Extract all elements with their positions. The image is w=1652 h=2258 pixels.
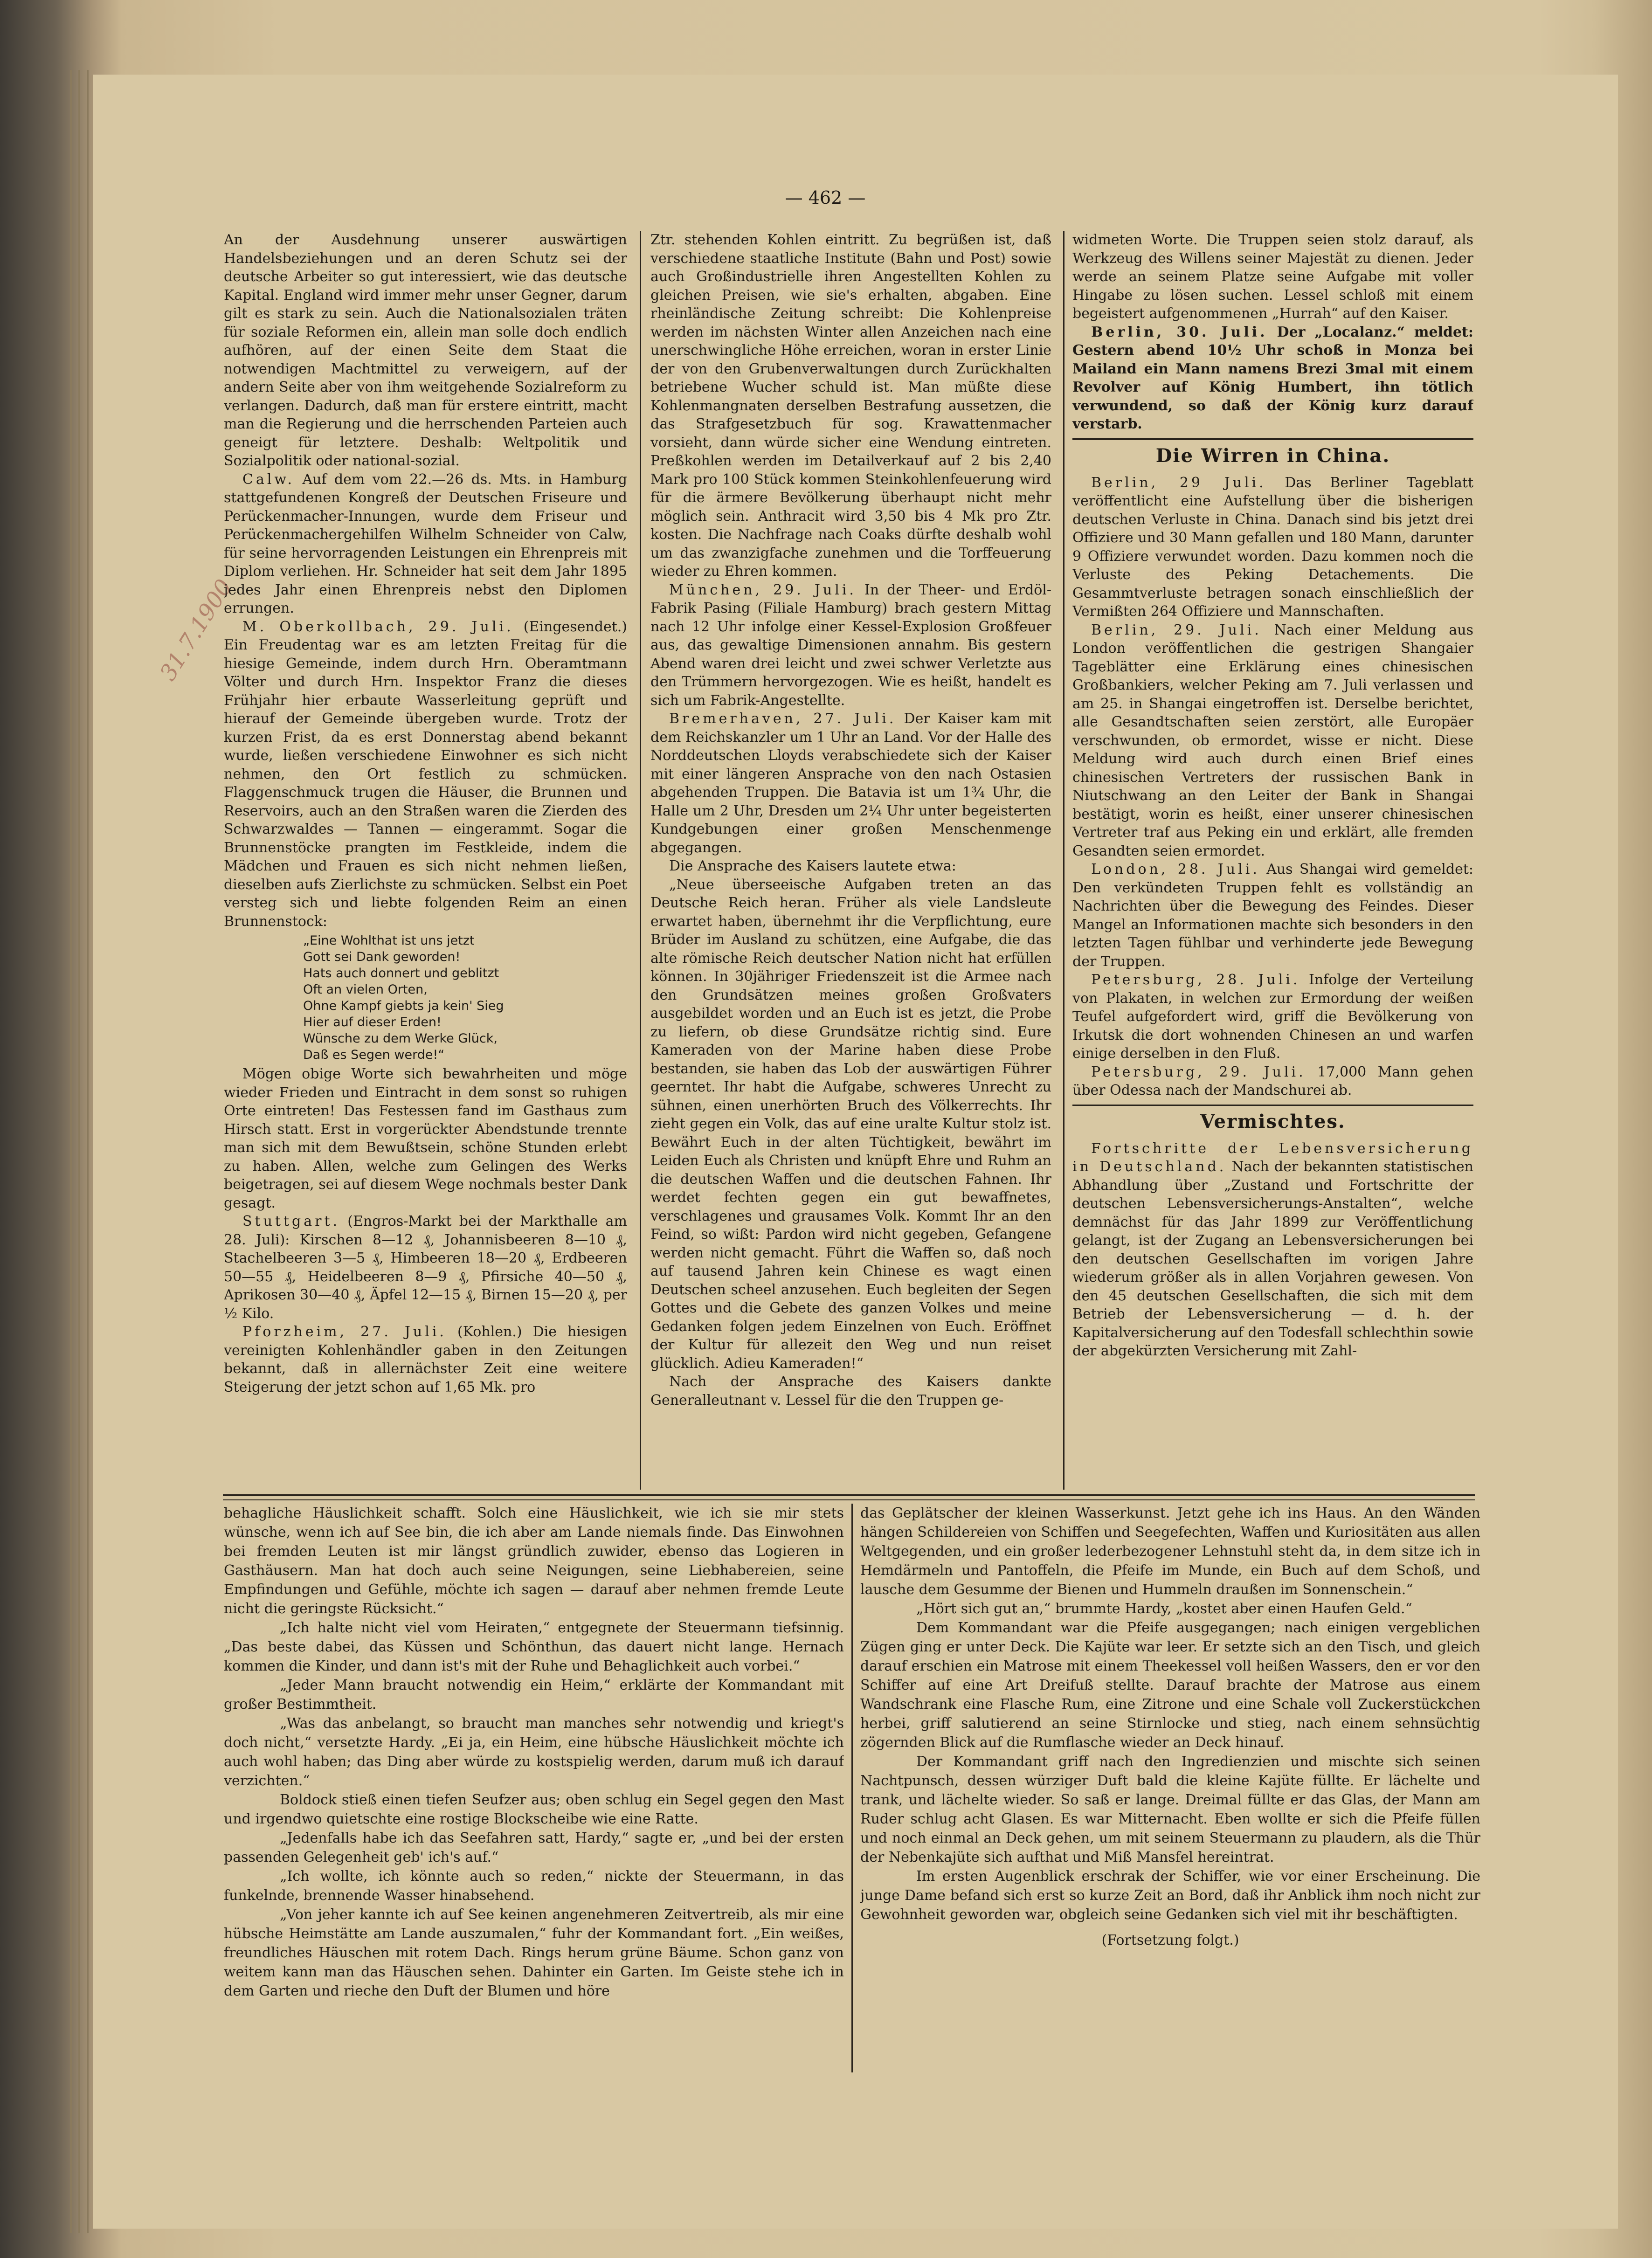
paragraph: das Geplätscher der kleinen Wasserkunst. Jetzt gehe ich ins Haus. An den Wänden hängen Schildereien von Schiffen und Seegefechten, Waffen und Kuriositäten aus allen Weltgegenden, und ein großer lederbezogener Lehnstuhl steht da, in dem sitze ich in Hemdärmeln und Pantoffeln, die Pfeife im Munde, ein Buch auf dem Schoß, und lausche dem Gesumme der Bienen und Hummeln draußen im Sonnenschein.“ [860,1505,1480,1598]
paragraph: behagliche Häuslichkeit schafft. Solch eine Häuslichkeit, wie ich sie mir stets wünsche, wenn ich auf See bin, die ich aber am Lande niemals finde. Das Einwohnen bei fremden Leuten ist mir längst gründlich zuwider, ebenso das Logieren in Gasthäusern. Man hat doch auch seine Neigungen, seine Liebhabereien, seine Empfindungen und Gefühle, möchte ich sagen — darauf aber nehmen fremde Leute nicht die geringste Rücksicht.“ [224,1505,844,1617]
paragraph: „Ich wollte, ich könnte auch so reden,“ nickte der Steuermann, in das funkelnde, brennende Wasser hinabsehend. [224,1868,844,1904]
dateline: London, 28. Juli. [1091,861,1260,877]
paragraph: London, 28. Juli. Aus Shangai wird gemeldet: Den verkündeten Truppen fehlt es vollständig an Nachrichten über die Bewegung des Feindes. Dieser Mangel an Informationen machte sich besonders in den letzten Tagen fühlbar und verhinderte jede Bewegung der Truppen. [1072,861,1473,970]
paragraph: „Neue überseeische Aufgaben treten an das Deutsche Reich heran. Früher als viele Landsleute erwartet haben, übernehmt ihr die Verpflichtung, eure Brüder im Ausland zu schützen, eine Aufgabe, die das alte römische Reich deutscher Nation nicht hat erfüllen können. In 30jähriger Friedenszeit ist die Armee nach den Grundsätzen meines großen Großvaters ausgebildet worden und an Euch ist es jetzt, die Probe zu liefern, ob diese Grundsätze richtig sind. Eure Kameraden von der Marine haben diese Probe bestanden, sie haben das Lob der auswärtigen Führer geerntet. Ihr habt die Aufgabe, schweres Unrecht zu sühnen, einen unerhörten Bruch des Völkerrechts. Ihr zieht gegen ein Volk, das auf eine uralte Kultur stolz ist. Bewährt Euch in der alten Tüchtigkeit, bewährt im Leiden Euch als Christen und knüpft Ehre und Ruhm an die deutschen Waffen und die deutschen Fahnen. Ihr werdet fechten gegen ein gut bewaffnetes, verschlagenes und grausames Volk. Kommt Ihr an den Feind, so wißt: Pardon wird nicht gegeben, Gefangene werden nicht gemacht. Führt die Waffen so, daß noch auf tausend Jahren kein Chinese es wagt einen Deutschen scheel anzusehen. Euch begleiten der Segen Gottes und die Gebete des ganzen Volkes und meine Gedanken folgen jedem Einzelnen von Euch. Eröffnet der Kultur für allezeit den Weg und nun reiset glücklich. Adieu Kameraden!“ [650,876,1051,1372]
page-edge [87,70,89,2233]
feuilleton-rule [223,1499,1475,1500]
paragraph: „Von jeher kannte ich auf See keinen angenehmeren Zeitvertreib, als mir eine hübsche Heimstätte am Lande auszumalen,“ fuhr der Kommandant fort. „Ein weißes, freundliches Häuschen mit rotem Dach. Rings herum grüne Bäume. Schon ganz von weitem kann man das Häuschen sehen. Dahinter ein Garten. Im Geiste stehe ich in dem Garten und rieche den Duft der Blumen und höre [224,1906,844,1999]
paragraph: Bremerhaven, 27. Juli. Der Kaiser kam mit dem Reichskanzler um 1 Uhr an Land. Vor der Halle des Norddeutschen Lloyds verabschiedete sich der Kaiser mit einer längeren Ansprache von den nach Ostasien abgehenden Truppen. Die Batavia ist um 1¾ Uhr, die Halle um 2 Uhr, Dresden um 2¼ Uhr unter begeisterten Kundgebungen einer großen Menschenmenge abgegangen. [650,711,1051,856]
column-3 [1072,231,1473,1490]
dateline: Pforzheim, 27. Juli. [242,1324,447,1340]
column-rule [640,231,641,1490]
page-edge [78,70,80,2233]
paragraph: widmeten Worte. Die Truppen seien stolz darauf, als Werkzeug des Willens seiner Majestät zu dienen. Jeder werde an seinem Platze seine Aufgabe mit voller Hingabe zu lösen suchen. Lessel schloß mit einem begeistert aufgenommenen „Hurrah“ auf den Kaiser. [1072,232,1473,322]
dateline: Stuttgart. [242,1213,340,1229]
paragraph: An der Ausdehnung unserer auswärtigen Handelsbeziehungen und an deren Schutz sei der deutsche Arbeiter so gut interessiert, wie das deutsche Kapital. England wird immer mehr unser Gegner, darum gilt es stark zu sein. Auch die Nationalsozialen träten für soziale Reformen ein, allein man solle doch endlich aufhören, auf der einen Seite dem Staat die notwendigen Machtmittel zu verweigern, auf der andern Seite aber von ihm weitgehende Sozialreform zu verlangen. Dadurch, daß man für erstere eintritt, macht man die Regierung und die herrschenden Parteien auch geneigt für letztere. Deshalb: Weltpolitik und Sozialpolitik oder national-sozial. [224,232,627,469]
paragraph: „Hört sich gut an,“ brummte Hardy, „kostet aber einen Haufen Geld.“ [916,1601,1412,1617]
paragraph: Stuttgart. (Engros-Markt bei der Markthalle am 28. Juli): Kirschen 8—12 ₰, Johannisbeeren 8—10 ₰, Stachelbeeren 3—5 ₰, Himbeeren 18—20 ₰, Erdbeeren 50—55 ₰, Heidelbeeren 8—9 ₰, Pfirsiche 40—50 ₰, Aprikosen 30—40 ₰, Äpfel 12—15 ₰, Birnen 15—20 ₰, per ½ Kilo. [224,1213,627,1322]
continuation-note: (Fortsetzung folgt.) [1101,1932,1239,1948]
paragraph: Der Kommandant griff nach den Ingredienzien und mischte sich seinen Nachtpunsch, dessen würziger Duft bald die kleine Kajüte füllte. Er lächelte und trank, und lächelte wieder. So saß er lange. Dreimal füllte er das Glas, der Mann am Ruder schlug acht Glasen. Es war Mitternacht. Eben wollte er sich die Pfeife füllen und noch einmal an Deck gehen, um mit seinem Steuermann zu plaudern, als die Thür der Nebenkajüte sich aufthat und Miß Mansfel hereintrat. [860,1754,1480,1865]
paragraph: Fortschritte der Lebensversicherung in Deutschland. Nach der bekannten statistischen Abhandlung über „Zustand und Fortschritte der deutschen Lebensversicherungs-Anstalten“, welche demnächst für das Jahr 1899 zur Veröffentlichung gelangt, ist der Zugang an Lebensversicherungen bei den deutschen Gesellschaften im vorigen Jahre wiederum größer als in allen Vorjahren gewesen. Von den 45 deutschen Gesellschaften, die sich mit dem Betrieb der Lebensversicherung — d. h. der Kapitalversicherung auf den Todesfall schlechthin sowie der abgekürzten Versicherung mit Zahl- [1072,1140,1473,1359]
page-number: — 462 — [785,187,866,208]
feuilleton-column-right [860,1504,1480,2110]
paragraph: Pforzheim, 27. Juli. (Kohlen.) Die hiesigen vereinigten Kohlenhändler gaben in den Zeitungen bekannt, daß in allernächster Zeit eine weitere Steigerung der jetzt schon auf 1,65 Mk. pro [224,1324,627,1395]
column-rule [1063,231,1064,1490]
column-1 [224,231,627,1490]
paragraph: Nach der Ansprache des Kaisers dankte Generalleutnant v. Lessel für die den Truppen ge- [650,1374,1051,1409]
paragraph: Boldock stieß einen tiefen Seufzer aus; oben schlug ein Segel gegen den Mast und irgendwo quietschte eine rostige Blockscheibe wie eine Ratte. [224,1792,844,1827]
paragraph: „Jeder Mann braucht notwendig ein Heim,“ erklärte der Kommandant mit großer Bestimmtheit. [224,1677,844,1712]
handwritten-date-note: 31.7.1900 [155,574,237,685]
paragraph: M. Oberkollbach, 29. Juli. (Eingesendet.) Ein Freudentag war es am letzten Freitag für die hiesige Gemeinde, indem durch Hrn. Oberamtmann Völter und durch Hrn. Inspektor Franz die dieses Frühjahr hier erbaute Wasserleitung geprüft und hierauf der Gemeinde übergeben wurde. Trotz der kurzen Frist, da es erst Donnerstag abend bekannt wurde, ließen verschiedene Einwohner es sich nicht nehmen, den Ort festlich zu schmücken. Flaggenschmuck trugen die Häuser, die Brunnen und Reservoirs, auch an den Straßen waren die Zierden des Schwarzwaldes — Tannen — eingerammt. Sogar die Brunnenstöcke prangten im Festkleide, indem die Mädchen und Frauen es sich nicht nehmen ließen, dieselben aufs Zierlichste zu schmücken. Selbst ein Poet versteg sich und liebte folgenden Reim an einen Brunnenstock: [224,618,627,930]
paragraph-title: Fortschritte der Lebensversicherung in Deutschland. [1072,1140,1473,1175]
paragraph: Berlin, 30. Juli. Der „Localanz.“ meldet: Gestern abend 10½ Uhr schoß in Monza bei Mailand ein Mann namens Brezi 3mal mit einem Revolver auf König Humbert, ihn tötlich verwundend, so daß der König kurz darauf verstarb. [1072,324,1473,432]
paragraph: Mögen obige Worte sich bewahrheiten und möge wieder Frieden und Eintracht in dem sonst so ruhigen Orte eintreten! Das Festessen fand im Gasthaus zum Hirsch statt. Erst in vorgerückter Abendstunde trennte man sich mit dem Bewußtsein, schöne Stunden erlebt zu haben. Allen, welche zum Gelingen des Werks beigetragen, sei auf diesem Wege nochmals bester Dank gesagt. [224,1066,627,1211]
dateline: Bremerhaven, 27. Juli. [669,711,897,727]
dateline: Petersburg, 28. Juli. [1091,972,1300,988]
paragraph: „Was das anbelangt, so braucht man manches sehr notwendig und kriegt's doch nicht,“ versetzte Hardy. „Ei ja, ein Heim, eine hübsche Häuslichkeit möchte ich auch wohl haben; das Ding aber würde zu kostspielig werden, darum muß ich darauf verzichten.“ [224,1715,844,1789]
column-rule [851,1504,853,2072]
paragraph: Berlin, 29 Juli. Das Berliner Tageblatt veröffentlicht eine Aufstellung über die bisherigen deutschen Verluste in China. Danach sind bis jetzt drei Offiziere und 30 Mann gefallen und 180 Mann, darunter 9 Offiziere verwundet worden. Dazu kommen noch die Verluste des Peking Detachements. Die Gesammtverluste betragen sonach einschließlich der Vermißten 264 Offiziere und Mannschaften. [1072,474,1473,620]
dateline: Calw. [242,471,295,488]
section-heading: Die Wirren in China. [1072,438,1473,469]
paragraph: Ztr. stehenden Kohlen eintritt. Zu begrüßen ist, daß verschiedene staatliche Institute (Bahn und Post) sowie auch Großindustrielle ihren Angestellten Kohlen zu gleichen Preisen, wie sie's erhalten, abgaben. Eine rheinländische Zeitung schreibt: Die Kohlenpreise werden im nächsten Winter allen Anzeichen nach eine unerschwingliche Höhe erreichen, woran in erster Linie der von den Grubenverwaltungen durch Zurückhalten betriebene Wucher schuld ist. Man müßte diese Kohlenmangnaten derselben Bestrafung aussetzen, die das Strafgesetzbuch für sog. Krawattenmacher vorsieht, dann würde sicher eine Wendung eintreten. Preßkohlen werden im Detailverkauf auf 2 bis 2,40 Mark pro 100 Stück kommen Steinkohlenfeuerung wird für die ärmere Bevölkerung überhaupt nicht mehr möglich sein. Anthracit wird 3,50 bis 4 Mk pro Ztr. kosten. Die Nachfrage nach Coaks dürfte deshalb wohl um das zwanzigfache zunehmen und die Torffeuerung wieder zu Ehren kommen. [650,232,1051,580]
page-edge [70,70,72,2233]
paragraph: Berlin, 29. Juli. Nach einer Meldung aus London veröffentlichen die gestrigen Shangaier Tageblätter eine Erklärung eines chinesischen Großbankiers, welcher Peking am 7. Juli verlassen und am 25. in Shangai eingetroffen ist. Derselbe berichtet, alle Gesandtschaften seien zerstört, alle Europäer verschwunden, ob ermordet, wisse er nicht. Diese Meldung wird auch durch einen Brief eines chinesischen Vertreters der russischen Bank in Niutschwang an den Leiter der Bank in Shangai bestätigt, worin es heißt, einer unserer chinesischen Vertreter traf aus Peking ein und erklärt, alle fremden Gesandten seien ermordet. [1072,621,1473,859]
section-heading: Vermischtes. [1072,1105,1473,1135]
dateline: M. Oberkollbach, 29. Juli. [242,618,514,635]
paragraph: „Ich halte nicht viel vom Heiraten,“ entgegnete der Steuermann tiefsinnig. „Das beste dabei, das Küssen und Schönthun, das dauert nicht lange. Hernach kommen die Kinder, und dann ist's mit der Ruhe und Behaglichkeit auch vorbei.“ [224,1620,844,1674]
paragraph: Im ersten Augenblick erschrak der Schiffer, wie vor einer Erscheinung. Die junge Dame befand sich erst so kurze Zeit an Bord, daß ihr Anblick ihm noch nicht zur Gewohnheit geworden war, obgleich seine Gedanken sich viel mit ihr beschäftigten. [860,1868,1480,1923]
feuilleton-column-left [224,1504,844,2110]
paragraph: Petersburg, 29. Juli. 17,000 Mann gehen über Odessa nach der Mandschurei ab. [1072,1063,1473,1098]
dateline: Berlin, 30. Juli. [1091,324,1268,340]
paragraph: „Jedenfalls habe ich das Seefahren satt, Hardy,“ sagte er, „und bei der ersten passenden Gelegenheit geb' ich's auf.“ [224,1830,844,1865]
poem: „Eine Wohlthat ist uns jetzt Gott sei Dank geworden! Hats auch donnert und geblitzt Oft an vielen Orten, Ohne Kampf giebts ja kein' Sieg Hier auf dieser Erden! Wünsche zu dem Werke Glück, Daß es Segen werde!“ [303,933,504,1062]
feuilleton-rule [223,1494,1475,1496]
dateline: Petersburg, 29. Juli. [1091,1063,1306,1080]
paragraph: Petersburg, 28. Juli. Infolge der Verteilung von Plakaten, in welchen zur Ermordung der weißen Teufel aufgefordert wird, griff die Bevölkerung von Irkutsk die dort wohnenden Chinesen an und warfen einige derselben in den Fluß. [1072,972,1473,1062]
dateline: Berlin, 29. Juli. [1091,621,1262,638]
column-2 [650,231,1051,1490]
dateline: München, 29. Juli. [669,581,857,598]
paragraph: Calw. Auf dem vom 22.—26 ds. Mts. in Hamburg stattgefundenen Kongreß der Deutschen Friseure und Perückenmacher-Innungen, wurde dem Friseur und Perückenmachergehilfen Wilhelm Schneider von Calw, für seine hervorragenden Leistungen ein Ehrenpreis mit Diplom verliehen. Hr. Schneider hat seit dem Jahr 1895 jedes Jahr einen Ehrenpreis nebst den Diplomen errungen. [224,471,627,616]
paragraph: München, 29. Juli. In der Theer- und Erdöl-Fabrik Pasing (Filiale Hamburg) brach gestern Mittag nach 12 Uhr infolge einer Kessel-Explosion Großfeuer aus, das gewaltige Dimensionen annahm. Bis gestern Abend waren drei leicht und zwei schwer Verletzte aus den Trümmern hervorgezogen. Wie es heißt, handelt es sich um Fabrik-Angestellte. [650,581,1051,709]
dateline: Berlin, 29 Juli. [1091,474,1266,491]
paragraph: Die Ansprache des Kaisers lautete etwa: [669,858,956,874]
paragraph: Dem Kommandant war die Pfeife ausgegangen; nach einigen vergeblichen Zügen ging er unter Deck. Die Kajüte war leer. Er setzte sich an den Tisch, und gleich darauf erschien ein Matrose mit einem Theekessel voll heißen Wassers, den er vor den Schiffer auf eine Art Dreifuß stellte. Darauf brachte der Matrose aus einem Wandschrank eine Flasche Rum, eine Zitrone und eine Schale voll Zuckerstückchen herbei, griff salutierend an seine Stirnlocke und stieg, nach einem sehnsüchtig zögernden Blick auf die Rumflasche wieder an Deck hinauf. [860,1620,1480,1751]
